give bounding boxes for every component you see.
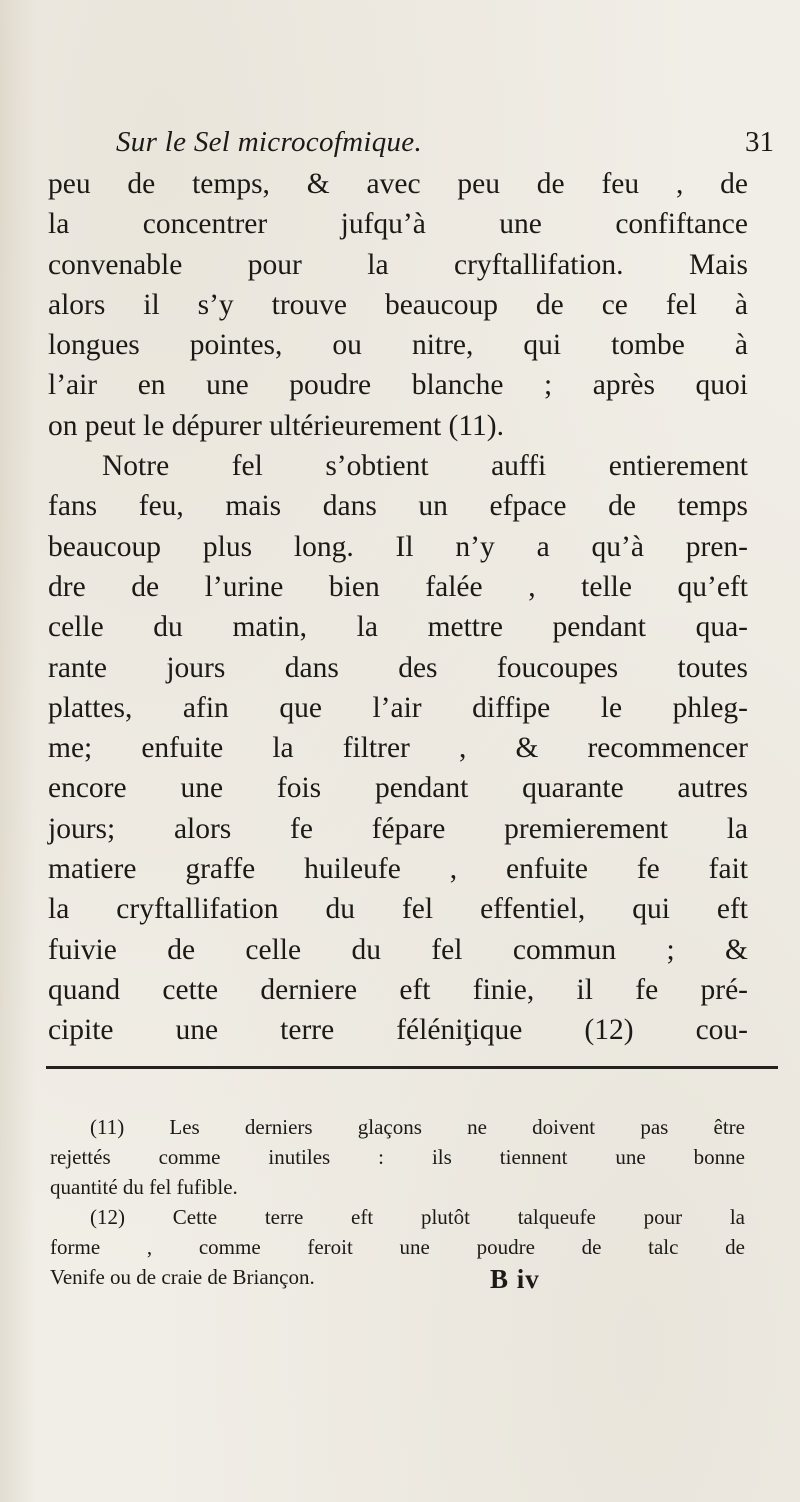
text-line: la concentrer jufqu’à une confiftance	[48, 208, 748, 241]
text-line: quand cette derniere eft finie, il fe pré-	[48, 973, 748, 1006]
text-line: cipite une terre féléniţique (12) cou-	[48, 1014, 748, 1047]
text-line: beaucoup plus long. Il n’y a qu’à pren-	[48, 530, 748, 563]
text-line: la cryftallifation du fel effentiel, qui eft	[48, 893, 748, 926]
text-line: celle du matin, la mettre pendant qua-	[48, 611, 748, 644]
footnote-line: forme , comme feroit une poudre de talc de	[50, 1235, 745, 1259]
text-line: longues pointes, ou nitre, qui tombe à	[48, 329, 748, 362]
text-line: on peut le dépurer ultérieurement (11).	[48, 409, 504, 442]
text-line: l’air en une poudre blanche ; après quoi	[48, 369, 748, 402]
footnote-line: (12) Cette terre eft plutôt talqueufe pour la	[90, 1205, 745, 1229]
text-line: dre de l’urine bien falée , telle qu’eft	[48, 570, 748, 603]
text-line: plattes, afin que l’air diffipe le phleg-	[48, 691, 748, 724]
text-line: convenable pour la cryftallifation. Mais	[48, 248, 748, 281]
page-binding-shadow	[0, 0, 36, 1502]
footnotes	[50, 1112, 745, 1292]
text-line: matiere graffe huileufe , enfuite fe fait	[48, 853, 748, 886]
text-line: peu de temps, & avec peu de feu , de	[48, 168, 748, 200]
footnote-line: rejettés comme inutiles : ils tiennent une bonne	[50, 1145, 745, 1169]
main-text	[48, 164, 748, 1051]
text-line: jours; alors fe fépare premierement la	[48, 812, 748, 845]
text-line: encore une fois pendant quarante autres	[48, 772, 748, 805]
page-number: 31	[745, 126, 774, 158]
text-line: fans feu, mais dans un efpace de temps	[48, 490, 748, 523]
page-header	[116, 126, 786, 168]
text-line: fuivie de celle du fel commun ; &	[48, 933, 748, 966]
signature-mark: B iv	[490, 1264, 540, 1294]
footnote-line: quantité du fel fufible.	[50, 1175, 238, 1199]
footnote-line: Venife ou de craie de Briançon.	[50, 1265, 315, 1289]
footnote-line: (11) Les derniers glaçons ne doivent pas être	[90, 1115, 745, 1139]
running-title: Sur le Sel microcofmique.	[116, 126, 423, 158]
text-line: me; enfuite la filtrer , & recommencer	[48, 732, 748, 765]
footnote-divider	[46, 1066, 778, 1069]
text-line: alors il s’y trouve beaucoup de ce fel à	[48, 288, 748, 321]
text-line: Notre fel s’obtient auffi entierement	[102, 450, 748, 483]
text-line: rante jours dans des foucoupes toutes	[48, 651, 748, 684]
